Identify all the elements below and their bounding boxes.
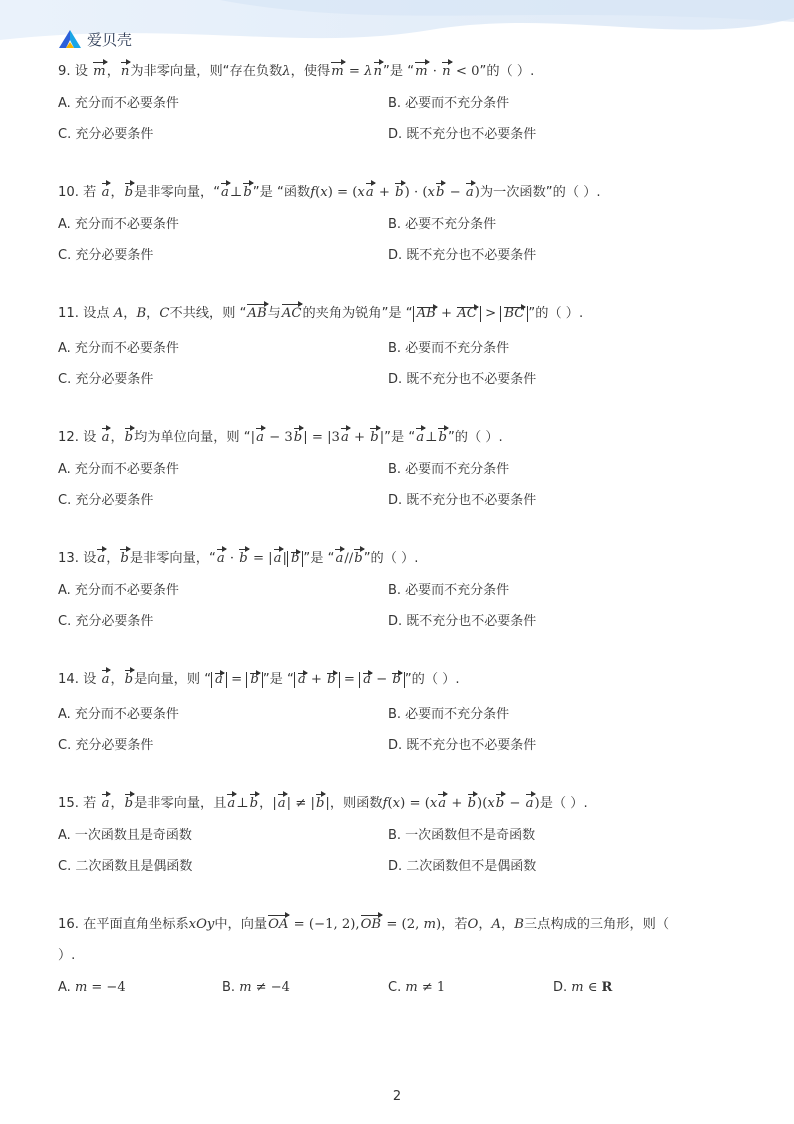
question-9 xyxy=(58,61,748,83)
q11-option-d: D. 既不充分也不必要条件 xyxy=(388,372,537,387)
q13-option-c: C. 充分必要条件 xyxy=(58,614,154,629)
question-15 xyxy=(58,793,748,815)
q14-option-a: A. 充分而不必要条件 xyxy=(58,707,179,722)
question-10 xyxy=(58,182,748,204)
q10-option-b: B. 必要不充分条件 xyxy=(388,217,497,232)
q9-option-a: A. 充分而不必要条件 xyxy=(58,96,179,111)
logo-icon xyxy=(58,29,82,49)
question-11 xyxy=(58,303,748,325)
q15-option-c: C. 二次函数且是偶函数 xyxy=(58,859,193,874)
q14-option-c: C. 充分必要条件 xyxy=(58,738,154,753)
question-12-stem: 12. 设 a，b均为单位向量，则 “|a − 3b| = |3a + b|”是 “a⊥b”的（ ）. xyxy=(58,427,748,449)
q9-option-c: C. 充分必要条件 xyxy=(58,127,154,142)
q11-option-a: A. 充分而不必要条件 xyxy=(58,341,179,356)
question-10-stem: 10. 若 a，b是非零向量，“a⊥b”是 “函数f(x) = (xa + b) · (xb − a)为一次函数”的（ ）. xyxy=(58,182,748,204)
q12-option-b: B. 必要而不充分条件 xyxy=(388,462,510,477)
question-16 xyxy=(58,914,748,967)
q16-option-b: B. m ≠ −4 xyxy=(222,980,290,995)
q12-option-d: D. 既不充分也不必要条件 xyxy=(388,493,537,508)
q10-option-d: D. 既不充分也不必要条件 xyxy=(388,248,537,263)
q12-option-a: A. 充分而不必要条件 xyxy=(58,462,179,477)
question-16-stem-continued: ）. xyxy=(58,948,76,963)
q10-option-a: A. 充分而不必要条件 xyxy=(58,217,179,232)
question-13-stem: 13. 设a，b是非零向量，“a · b = |a| b ”是 “a//b”的（ ）. xyxy=(58,548,748,570)
q12-option-c: C. 充分必要条件 xyxy=(58,493,154,508)
q13-option-a: A. 充分而不必要条件 xyxy=(58,583,179,598)
q10-option-c: C. 充分必要条件 xyxy=(58,248,154,263)
q14-option-b: B. 必要而不充分条件 xyxy=(388,707,510,722)
logo xyxy=(58,28,132,50)
q13-option-b: B. 必要而不充分条件 xyxy=(388,583,510,598)
q16-option-a: A. m = −4 xyxy=(58,980,126,995)
question-14 xyxy=(58,669,748,691)
q9-option-b: B. 必要而不充分条件 xyxy=(388,96,510,111)
question-12 xyxy=(58,427,748,449)
q13-option-d: D. 既不充分也不必要条件 xyxy=(388,614,537,629)
q15-option-b: B. 一次函数但不是奇函数 xyxy=(388,828,536,843)
q11-option-b: B. 必要而不充分条件 xyxy=(388,341,510,356)
question-9-stem: 9. 设 m，n为非零向量，则“存在负数λ，使得m = λn”是 “m · n < 0”的（ ）. xyxy=(58,61,748,83)
q16-option-c: C. m ≠ 1 xyxy=(388,980,446,995)
question-14-stem: 14. 设 a，b是向量，则 “ a = b ”是 “ a + b = a − b ”的（ ）. xyxy=(58,669,748,691)
q15-option-d: D. 二次函数但不是偶函数 xyxy=(388,859,537,874)
q15-option-a: A. 一次函数且是奇函数 xyxy=(58,828,192,843)
q11-option-c: C. 充分必要条件 xyxy=(58,372,154,387)
q9-option-d: D. 既不充分也不必要条件 xyxy=(388,127,537,142)
logo-text: 爱贝壳 xyxy=(87,30,133,49)
q16-option-d: D. m ∈ R xyxy=(553,980,613,995)
question-15-stem: 15. 若 a，b是非零向量，且a⊥b，|a| ≠ |b|，则函数f(x) = (xa + b)(xb − a)是（ ）. xyxy=(58,793,748,815)
q14-option-d: D. 既不充分也不必要条件 xyxy=(388,738,537,753)
header-band xyxy=(0,0,794,60)
question-11-stem: 11. 设点 A，B，C不共线，则 “AB与AC的夹角为锐角”是 “ AB + AC > BC ”的（ ）. xyxy=(58,303,748,325)
question-13 xyxy=(58,548,748,570)
question-16-stem: 16. 在平面直角坐标系xOy中，向量OA = (−1, 2),OB = (2, m)，若O，A，B三点构成的三角形，则（ xyxy=(58,914,748,936)
page-number: 2 xyxy=(392,1089,402,1104)
